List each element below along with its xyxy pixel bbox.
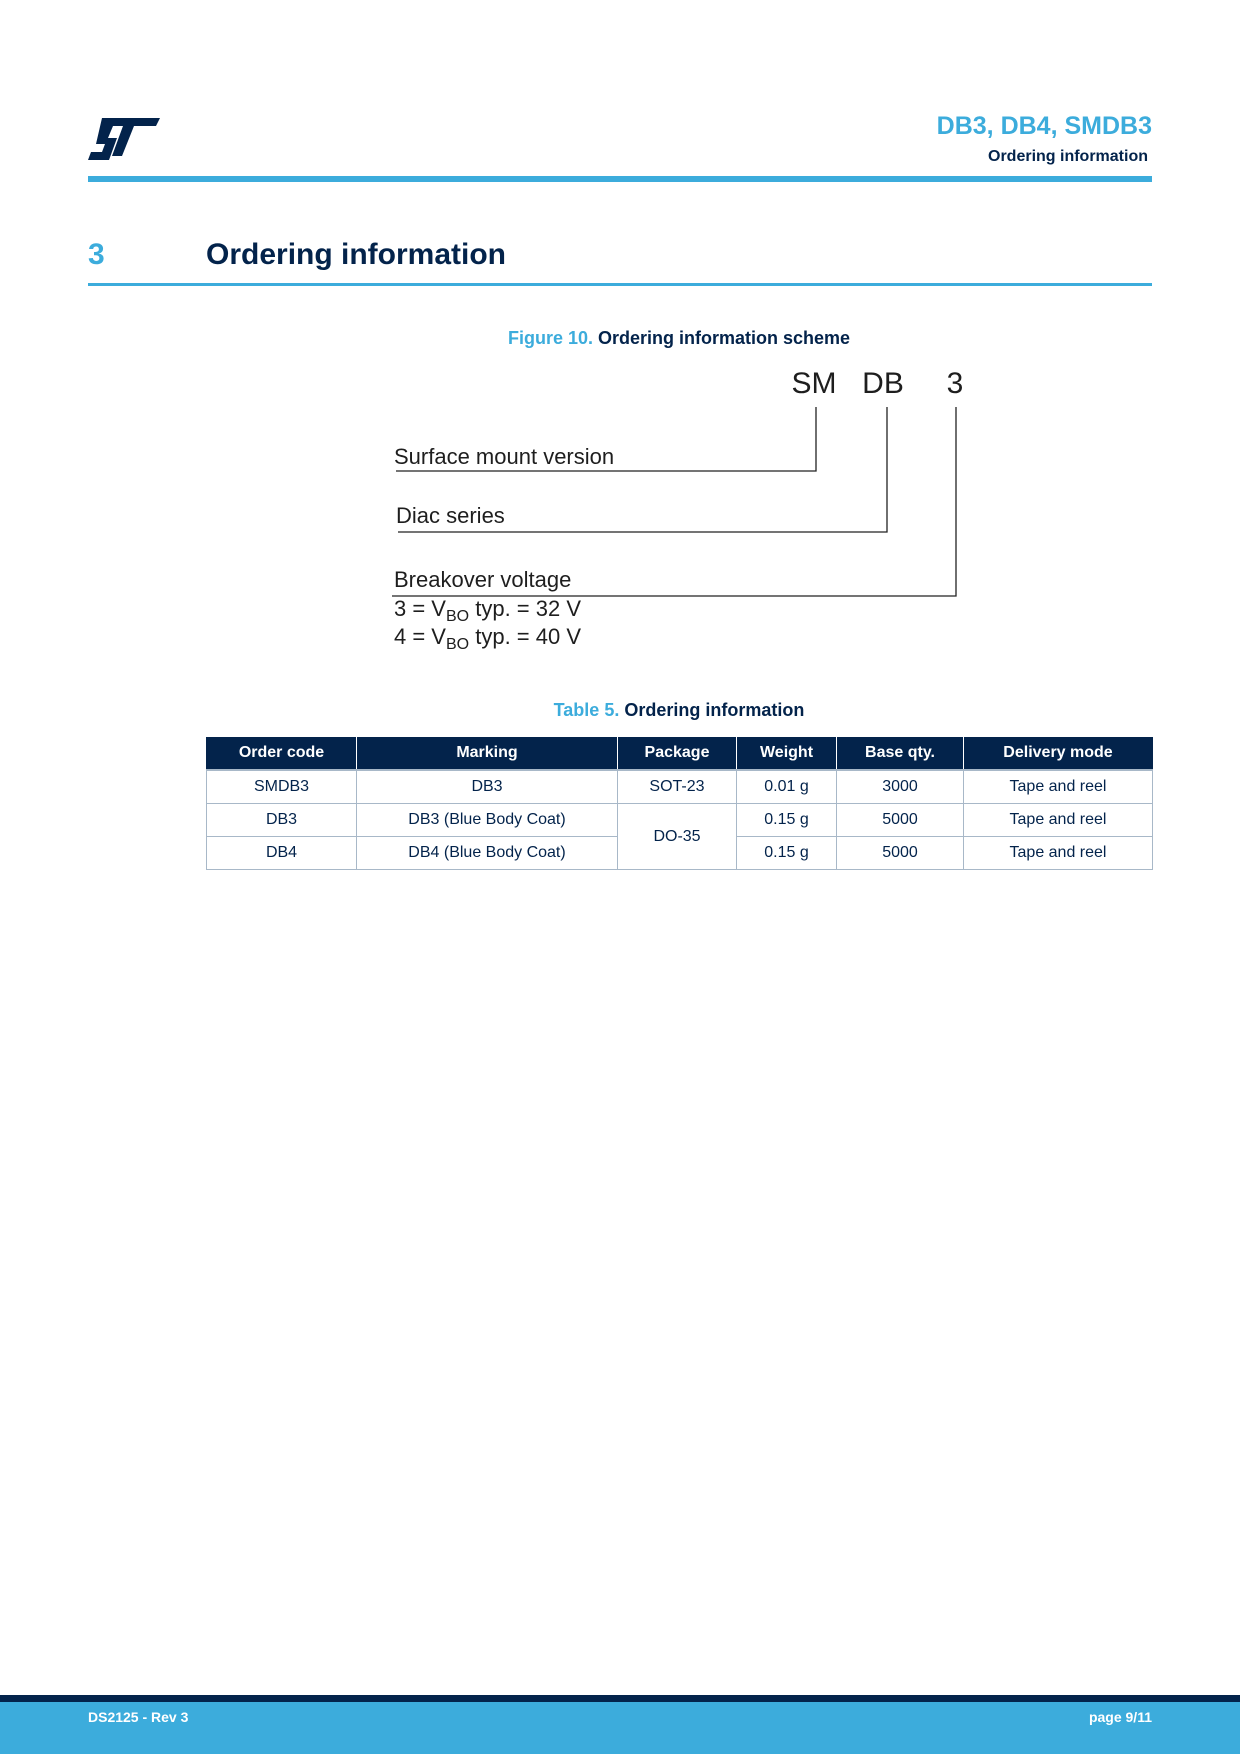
- cell-delivery-mode: Tape and reel: [964, 804, 1153, 837]
- cell-marking: DB3 (Blue Body Coat): [357, 804, 618, 837]
- table-row: [207, 770, 1153, 804]
- header-section-name: Ordering information: [988, 148, 1148, 165]
- surface-mount-label: Surface mount version: [394, 444, 615, 469]
- header-delivery-mode: Delivery mode: [964, 737, 1153, 770]
- diac-series-label: Diac series: [396, 503, 505, 528]
- cell-weight: 0.15 g: [737, 804, 837, 837]
- cell-order-code: SMDB3: [207, 770, 357, 804]
- header-weight: Weight: [737, 737, 837, 770]
- figure-title: Ordering information scheme: [598, 328, 851, 348]
- code-part-sm: SM: [791, 367, 837, 400]
- ordering-scheme-diagram: [0, 0, 1240, 700]
- header-marking: Marking: [357, 737, 618, 770]
- ordering-information-table: [206, 737, 1153, 870]
- table-label: Table 5.: [553, 700, 620, 720]
- table-row: [207, 804, 1153, 837]
- cell-base-qty: 5000: [837, 804, 964, 837]
- table-title: Ordering information: [624, 700, 805, 720]
- cell-marking: DB4 (Blue Body Coat): [357, 837, 618, 870]
- footer-doc-id: DS2125 - Rev 3: [88, 1709, 189, 1725]
- cell-order-code: DB4: [207, 837, 357, 870]
- table-caption: [0, 700, 1240, 721]
- header-order-code: Order code: [207, 737, 357, 770]
- code-part-db: DB: [862, 367, 904, 400]
- cell-base-qty: 3000: [837, 770, 964, 804]
- figure-label: Figure 10.: [507, 328, 593, 348]
- cell-order-code: DB3: [207, 804, 357, 837]
- cell-package: SOT-23: [618, 770, 737, 804]
- footer-rule: [0, 1695, 1240, 1702]
- footer-page-number: page 9/11: [1088, 1709, 1152, 1725]
- cell-package: DO-35: [618, 804, 737, 870]
- voltage-option-4: $4 = V_{BO}$ typ. = 40 V: [394, 624, 582, 653]
- cell-weight: 0.01 g: [737, 770, 837, 804]
- header-base-qty: Base qty.: [837, 737, 964, 770]
- document-title: DB3, DB4, SMDB3: [936, 112, 1152, 140]
- breakover-voltage-label: Breakover voltage: [394, 567, 572, 592]
- voltage-option-3: $3 = V_{BO}$ typ. = 32 V: [394, 596, 582, 625]
- code-part-3: 3: [946, 367, 964, 400]
- section-number: 3: [88, 238, 105, 271]
- cell-delivery-mode: Tape and reel: [964, 837, 1153, 870]
- cell-marking: DB3: [357, 770, 618, 804]
- cell-weight: 0.15 g: [737, 837, 837, 870]
- cell-base-qty: 5000: [837, 837, 964, 870]
- header-package: Package: [618, 737, 737, 770]
- cell-delivery-mode: Tape and reel: [964, 770, 1153, 804]
- section-title: Ordering information: [206, 238, 506, 271]
- table-header-row: [207, 737, 1153, 770]
